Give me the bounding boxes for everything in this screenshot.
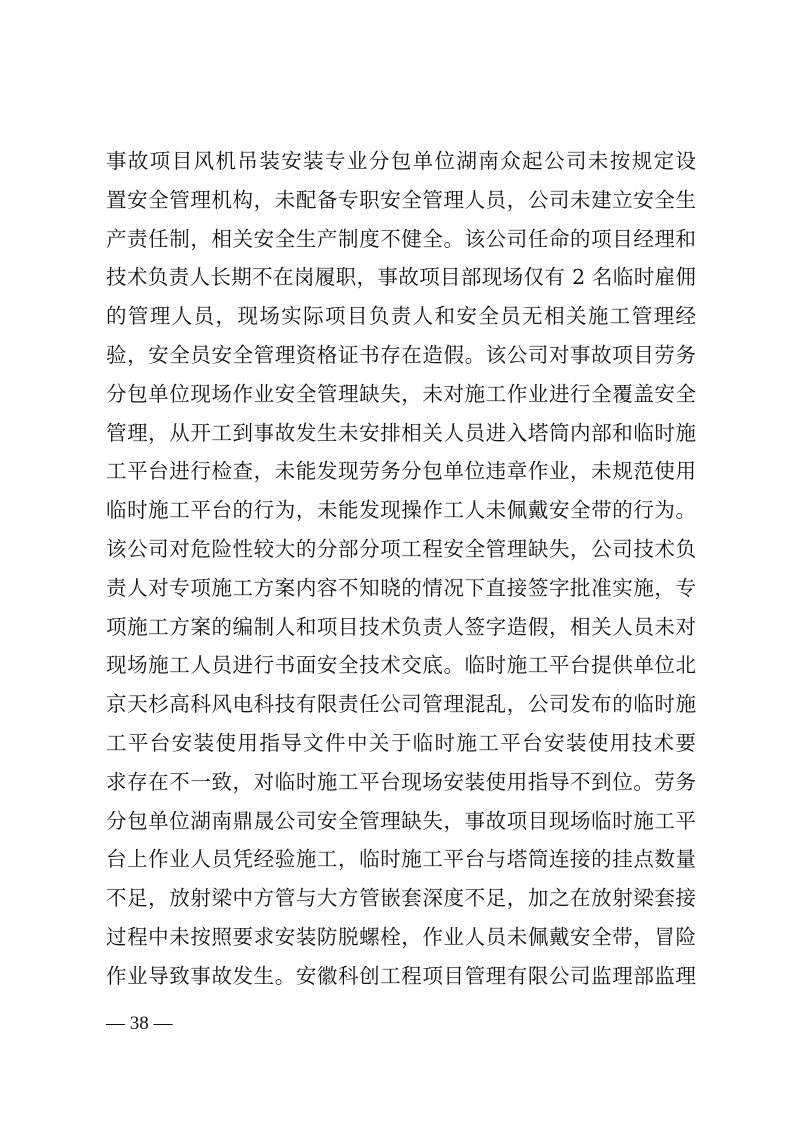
text-line: 不足，放射梁中方管与大方管嵌套深度不足，加之在放射梁套接 [106, 886, 696, 911]
text-line: 工平台进行检查，未能发现劳务分包单位违章作业，未规范使用 [106, 459, 696, 484]
page-number: — 38 — [106, 1013, 173, 1034]
text-line: 过程中未按照要求安装防脱螺栓，作业人员未佩戴安全带，冒险 [106, 924, 696, 949]
text-line: 技术负责人长期不在岗履职，事故项目部现场仅有 2 名临时雇佣 [106, 265, 696, 290]
text-line: 作业导致事故发生。安徽科创工程项目管理有限公司监理部监理 [106, 963, 696, 988]
text-line: 责人对专项施工方案内容不知晓的情况下直接签字批准实施，专 [106, 575, 696, 600]
text-line: 验，安全员安全管理资格证书存在造假。该公司对事故项目劳务 [106, 342, 696, 367]
text-line: 的管理人员，现场实际项目负责人和安全员无相关施工管理经 [106, 304, 696, 329]
text-line: 分包单位现场作业安全管理缺失，未对施工作业进行全覆盖安全 [106, 381, 696, 406]
text-line: 置安全管理机构，未配备专职安全管理人员，公司未建立安全生 [106, 187, 696, 212]
text-line: 该公司对危险性较大的分部分项工程安全管理缺失，公司技术负 [106, 536, 696, 561]
text-line: 现场施工人员进行书面安全技术交底。临时施工平台提供单位北 [106, 653, 696, 678]
body-text [106, 142, 696, 996]
text-line: 京天杉高科风电科技有限责任公司管理混乱，公司发布的临时施 [106, 692, 696, 717]
text-line: 求存在不一致，对临时施工平台现场安装使用指导不到位。劳务 [106, 769, 696, 794]
text-line: 工平台安装使用指导文件中关于临时施工平台安装使用技术要 [106, 730, 696, 755]
text-line: 事故项目风机吊装安装专业分包单位湖南众起公司未按规定设 [106, 149, 696, 173]
text-line: 管理，从开工到事故发生未安排相关人员进入塔筒内部和临时施 [106, 420, 696, 445]
text-line: 临时施工平台的行为，未能发现操作工人未佩戴安全带的行为。 [106, 498, 696, 523]
text-line: 台上作业人员凭经验施工，临时施工平台与塔筒连接的挂点数量 [106, 847, 696, 872]
text-line: 项施工方案的编制人和项目技术负责人签字造假，相关人员未对 [106, 614, 696, 639]
text-line: 产责任制，相关安全生产制度不健全。该公司任命的项目经理和 [106, 226, 696, 251]
text-line: 分包单位湖南鼎晟公司安全管理缺失，事故项目现场临时施工平 [106, 808, 696, 833]
